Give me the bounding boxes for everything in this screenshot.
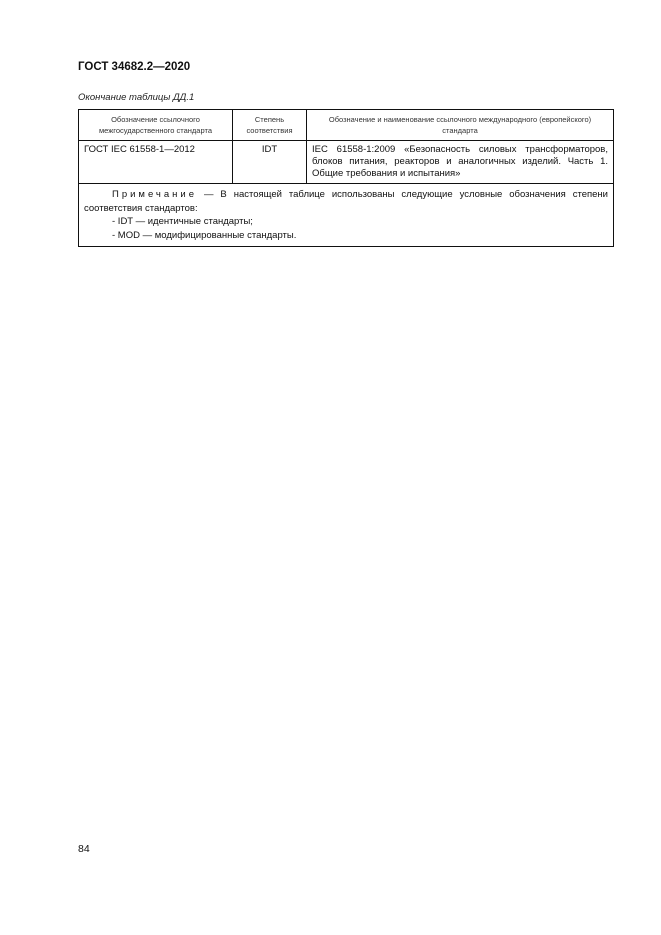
table-cell: IDT [233, 141, 307, 184]
table-cell: ГОСТ IEC 61558-1—2012 [79, 141, 233, 184]
table-row [79, 141, 614, 184]
document-title: ГОСТ 34682.2—2020 [78, 61, 191, 73]
column-header: Степень соответствия [233, 110, 307, 141]
column-header: Обозначение и наименование ссылочного международного (европейского) стандарта [307, 110, 614, 141]
table-cell: IEC 61558-1:2009 «Безопасность силовых трансформаторов, блоков питания, реакторов и аналогичных изделий. Часть 1. Общие требования и испытания» [307, 141, 614, 184]
page-number: 84 [78, 843, 90, 855]
table-header-row [79, 110, 614, 141]
note-label: Примечание [112, 189, 197, 200]
column-header: Обозначение ссылочного межгосударственного стандарта [79, 110, 233, 141]
note-text: — В настоящей таблице использованы следующие условные обозначения степени соответствия стандартов: [84, 189, 608, 214]
note-item: - IDT — идентичные стандарты; [112, 216, 253, 227]
note-row [79, 184, 614, 247]
note-item: - MOD — модифицированные стандарты. [112, 229, 297, 241]
standards-table [78, 109, 614, 247]
table-caption: Окончание таблицы ДД.1 [78, 92, 195, 103]
table-note [79, 184, 614, 247]
